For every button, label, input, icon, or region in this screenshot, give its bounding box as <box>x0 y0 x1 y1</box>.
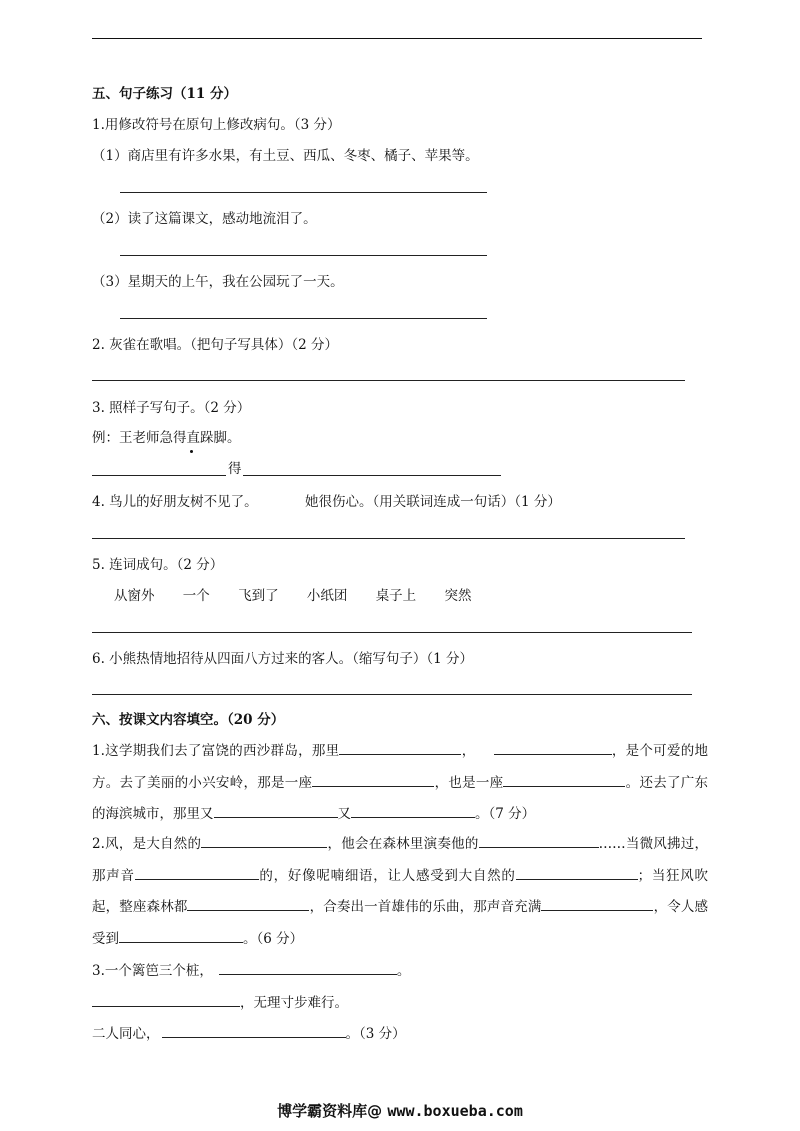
q5-words <box>114 588 495 604</box>
blank[interactable] <box>187 897 309 911</box>
p2-text: ，合奏出一首雄伟的乐曲，那声音充满 <box>309 899 542 915</box>
p2-text: 。（6 分） <box>243 930 304 947</box>
blank[interactable] <box>201 834 327 848</box>
blank[interactable] <box>214 804 338 818</box>
answer-line[interactable] <box>120 255 487 256</box>
answer-line[interactable] <box>92 694 692 695</box>
q3-prompt: 3. 照样子写句子。（2 分） <box>92 400 251 416</box>
p3-text: 3.一个篱笆三个桩， <box>92 963 213 979</box>
p2-text: 2.风，是大自然的 <box>92 836 202 852</box>
word-chip: 从窗外 <box>114 588 155 604</box>
q3-connector: 得 <box>228 461 242 477</box>
p2-text: ，令人感受到 <box>92 899 709 947</box>
section5-title: 五、句子练习（11 分） <box>92 86 237 102</box>
p2-text: ……当微风拂过，那声音 <box>92 836 709 884</box>
answer-line[interactable] <box>92 632 692 633</box>
p3-text: ，无理寸步难行。 <box>240 994 348 1011</box>
footer-url[interactable]: www.boxueba.com <box>387 1102 523 1120</box>
p1-text: 1.这学期我们去了富饶的西沙群岛，那里 <box>92 743 340 759</box>
blank[interactable] <box>541 897 653 911</box>
answer-line[interactable] <box>120 318 487 319</box>
footer-brand: 博学霸资料库@ <box>277 1102 383 1120</box>
blank[interactable] <box>119 929 243 943</box>
q2-prompt: 2. 灰雀在歌唱。（把句子写具体）（2 分） <box>92 337 339 353</box>
blank[interactable] <box>92 993 240 1007</box>
answer-line[interactable] <box>243 475 501 476</box>
q1-item-3: （3）星期天的上午，我在公园玩了一天。 <box>92 274 344 290</box>
p2-text: 的，好像呢喃细语，让人感受到大自然的 <box>258 867 516 884</box>
answer-line[interactable] <box>92 380 685 381</box>
p1-text: ， <box>461 743 476 759</box>
q1-item-1: （1）商店里有许多水果，有土豆、西瓜、冬枣、橘子、苹果等。 <box>92 148 479 164</box>
blank[interactable] <box>479 834 599 848</box>
q1-prompt: 1.用修改符号在原句上修改病句。（3 分） <box>92 117 341 133</box>
word-chip: 一个 <box>182 588 210 604</box>
answer-line[interactable] <box>92 475 226 476</box>
answer-line[interactable] <box>92 538 685 539</box>
p1-text: ，是个可爱的地方。去了美丽的小兴安岭，那是一座 <box>92 743 709 791</box>
p2-text: ；当狂风吹起，整座森林都 <box>92 867 709 915</box>
p3-text: 二人同心， <box>92 1026 160 1042</box>
section6-title: 六、按课文内容填空。（20 分） <box>92 712 285 728</box>
p3-text: 。（3 分） <box>345 1026 406 1042</box>
section6-paragraph-2 <box>92 829 708 955</box>
p1-text: 。还去了广东的海滨城市，那里又 <box>92 774 709 822</box>
section6-paragraph-3 <box>92 956 708 1051</box>
word-chip: 飞到了 <box>238 588 279 604</box>
q3-example: 例：王老师急得直跺脚。 <box>92 430 241 446</box>
p3-text: 。 <box>396 963 411 979</box>
blank[interactable] <box>351 804 475 818</box>
blank[interactable] <box>162 1024 346 1038</box>
blank[interactable] <box>503 773 625 787</box>
blank[interactable] <box>135 866 259 880</box>
p1-text: 又 <box>337 806 351 822</box>
q4-prompt-b: 她很伤心。（用关联词连成一句话）（1 分） <box>305 494 561 510</box>
blank[interactable] <box>516 866 638 880</box>
section6-paragraph-1 <box>92 736 708 831</box>
q1-item-2: （2）读了这篇课文，感动地流泪了。 <box>92 211 317 227</box>
header-rule <box>92 38 702 39</box>
footer-watermark <box>0 1100 800 1121</box>
p2-text: ，他会在森林里演奏他的 <box>327 836 479 852</box>
p1-text: 。（7 分） <box>475 806 536 822</box>
blank[interactable] <box>312 773 434 787</box>
word-chip: 小纸团 <box>306 588 348 604</box>
p1-text: ，也是一座 <box>434 774 504 791</box>
blank[interactable] <box>494 741 612 755</box>
q5-prompt: 5. 连词成句。（2 分） <box>92 557 224 573</box>
blank[interactable] <box>339 741 461 755</box>
answer-line[interactable] <box>120 192 487 193</box>
q6-prompt: 6. 小熊热情地招待从四面八方过来的客人。（缩写句子）（1 分） <box>92 651 474 667</box>
blank[interactable] <box>219 961 397 975</box>
word-chip: 桌子上 <box>375 588 417 604</box>
emphasis-dot <box>190 450 193 453</box>
word-chip: 突然 <box>444 588 472 604</box>
q4-prompt-a: 4. 鸟儿的好朋友树不见了。 <box>92 494 258 510</box>
